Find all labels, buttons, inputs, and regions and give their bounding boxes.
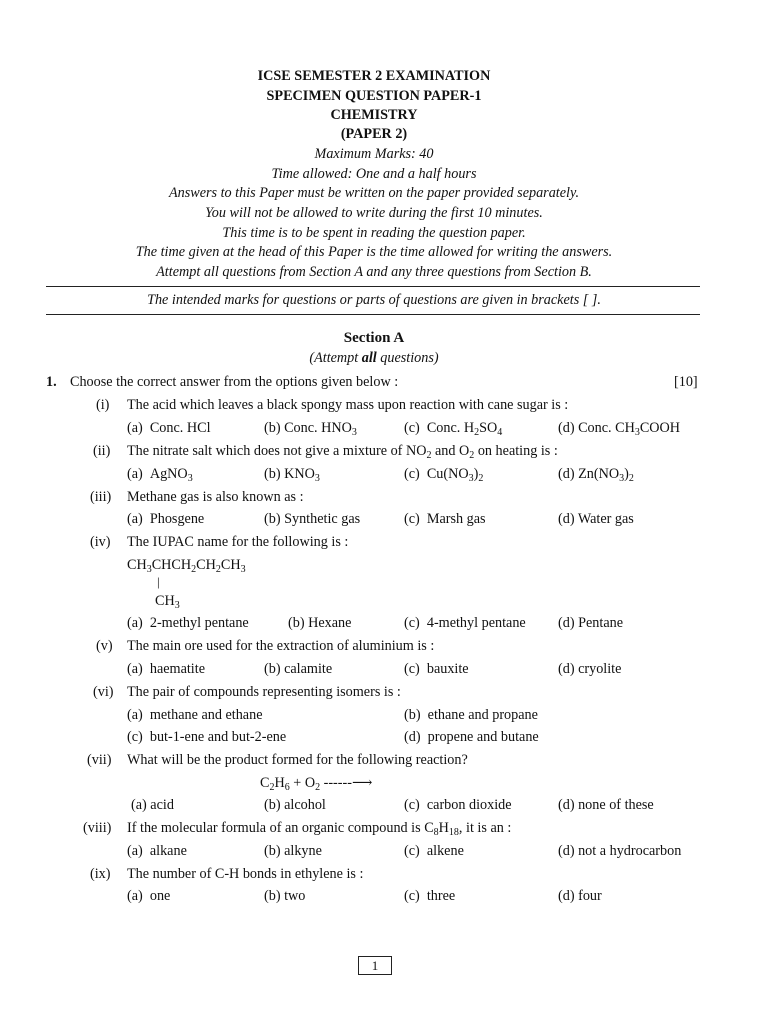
question-number: 1.	[46, 374, 57, 390]
instruction-line: You will not be allowed to write during the first 10 minutes.	[205, 205, 543, 221]
paper-number: (PAPER 2)	[340, 126, 408, 142]
option-b: (b) ethane and propane	[404, 707, 538, 723]
divider-bottom	[46, 314, 700, 315]
page-number: 1	[358, 956, 392, 975]
option-b: (b) Conc. $HNO_3$	[264, 420, 357, 438]
option-c: (c) Marsh gas	[404, 511, 486, 527]
question-marks: [10]	[674, 374, 698, 390]
option-b: (b) $KNO_3$	[264, 466, 320, 484]
item-question: The nitrate salt which does not give a mixture of $NO_2$ and $O_2$ on heating is :	[127, 443, 558, 461]
reaction-equation: $C_2H_6 + O_2$ ------⟶	[260, 775, 373, 793]
item-label: (ix)	[90, 866, 111, 882]
section-title: Section A	[343, 330, 405, 346]
section-subtitle: (Attempt all questions)	[309, 350, 439, 366]
option-c: (c) $Cu(NO_3)_2$	[404, 466, 484, 484]
option-d: (d) cryolite	[558, 661, 622, 677]
instruction-line: Answers to this Paper must be written on the paper provided separately.	[168, 185, 580, 201]
option-c: (c) alkene	[404, 843, 464, 859]
option-a: (a) acid	[131, 797, 174, 813]
option-c: (c) carbon dioxide	[404, 797, 512, 813]
option-a: (a) haematite	[127, 661, 205, 677]
item-question: Methane gas is also known as :	[127, 489, 304, 505]
item-question: The number of C-H bonds in ethylene is :	[127, 866, 364, 882]
option-c: (c) Conc. $H_2SO_4$	[404, 420, 503, 438]
item-question: The pair of compounds representing isomers is :	[127, 684, 401, 700]
option-c: (c) 4-methyl pentane	[404, 615, 526, 631]
formula-bond: |	[157, 574, 160, 589]
item-label: (vii)	[87, 752, 112, 768]
item-label: (vi)	[93, 684, 114, 700]
option-d: (d) propene and butane	[404, 729, 539, 745]
item-question: The acid which leaves a black spongy mass upon reaction with cane sugar is :	[127, 397, 569, 413]
item-label: (iii)	[90, 489, 112, 505]
instruction-line: The time given at the head of this Paper is the time allowed for writing the answers.	[135, 244, 613, 260]
instruction-line: This time is to be spent in reading the question paper.	[222, 225, 526, 241]
option-a: (a) methane and ethane	[127, 707, 263, 723]
formula-branch: $CH_3$	[155, 593, 180, 611]
exam-title: ICSE SEMESTER 2 EXAMINATION	[257, 68, 491, 84]
option-d: (d) Pentane	[558, 615, 624, 631]
max-marks: Maximum Marks: 40	[314, 146, 434, 162]
item-label: (viii)	[83, 820, 112, 836]
item-question: The IUPAC name for the following is :	[127, 534, 349, 550]
item-label: (ii)	[93, 443, 111, 459]
option-d: (d) Water gas	[558, 511, 634, 527]
question-text: Choose the correct answer from the options given below :	[70, 374, 399, 390]
option-c: (c) but-1-ene and but-2-ene	[127, 729, 287, 745]
option-b: (b) Synthetic gas	[264, 511, 361, 527]
option-a: (a) AgNO$_3$	[127, 466, 193, 484]
option-b: (b) alcohol	[264, 797, 326, 813]
divider-top	[46, 286, 700, 287]
option-c: (c) bauxite	[404, 661, 469, 677]
option-b: (b) two	[264, 888, 306, 904]
item-label: (i)	[96, 397, 110, 413]
option-a: (a) 2-methyl pentane	[127, 615, 249, 631]
option-d: (d) Conc. $CH_3COOH$	[558, 420, 681, 438]
paper-title: SPECIMEN QUESTION PAPER-1	[266, 88, 482, 104]
option-b: (b) Hexane	[288, 615, 352, 631]
subject-title: CHEMISTRY	[330, 107, 418, 123]
item-label: (v)	[96, 638, 113, 654]
option-a: (a) Conc. HCl	[127, 420, 211, 436]
option-d: (d) none of these	[558, 797, 654, 813]
option-c: (c) three	[404, 888, 456, 904]
time-allowed: Time allowed: One and a half hours	[271, 166, 477, 182]
option-a: (a) one	[127, 888, 171, 904]
marks-note: The intended marks for questions or parts of questions are given in brackets [ ].	[147, 292, 601, 308]
item-question: What will be the product formed for the following reaction?	[127, 752, 468, 768]
option-d: (d) $Zn(NO_3)_2$	[558, 466, 634, 484]
item-label: (iv)	[90, 534, 111, 550]
option-a: (a) Phosgene	[127, 511, 205, 527]
option-b: (b) alkyne	[264, 843, 322, 859]
item-question: The main ore used for the extraction of aluminium is :	[127, 638, 435, 654]
option-d: (d) not a hydrocarbon	[558, 843, 682, 859]
item-question: If the molecular formula of an organic compound is $C_8H_{18}$, it is an :	[127, 820, 512, 838]
option-d: (d) four	[558, 888, 602, 904]
option-b: (b) calamite	[264, 661, 333, 677]
structural-formula: $CH_3CHCH_2CH_2CH_3$	[127, 557, 246, 575]
instruction-line: Attempt all questions from Section A and any three questions from Section B.	[156, 264, 592, 280]
option-a: (a) alkane	[127, 843, 187, 859]
